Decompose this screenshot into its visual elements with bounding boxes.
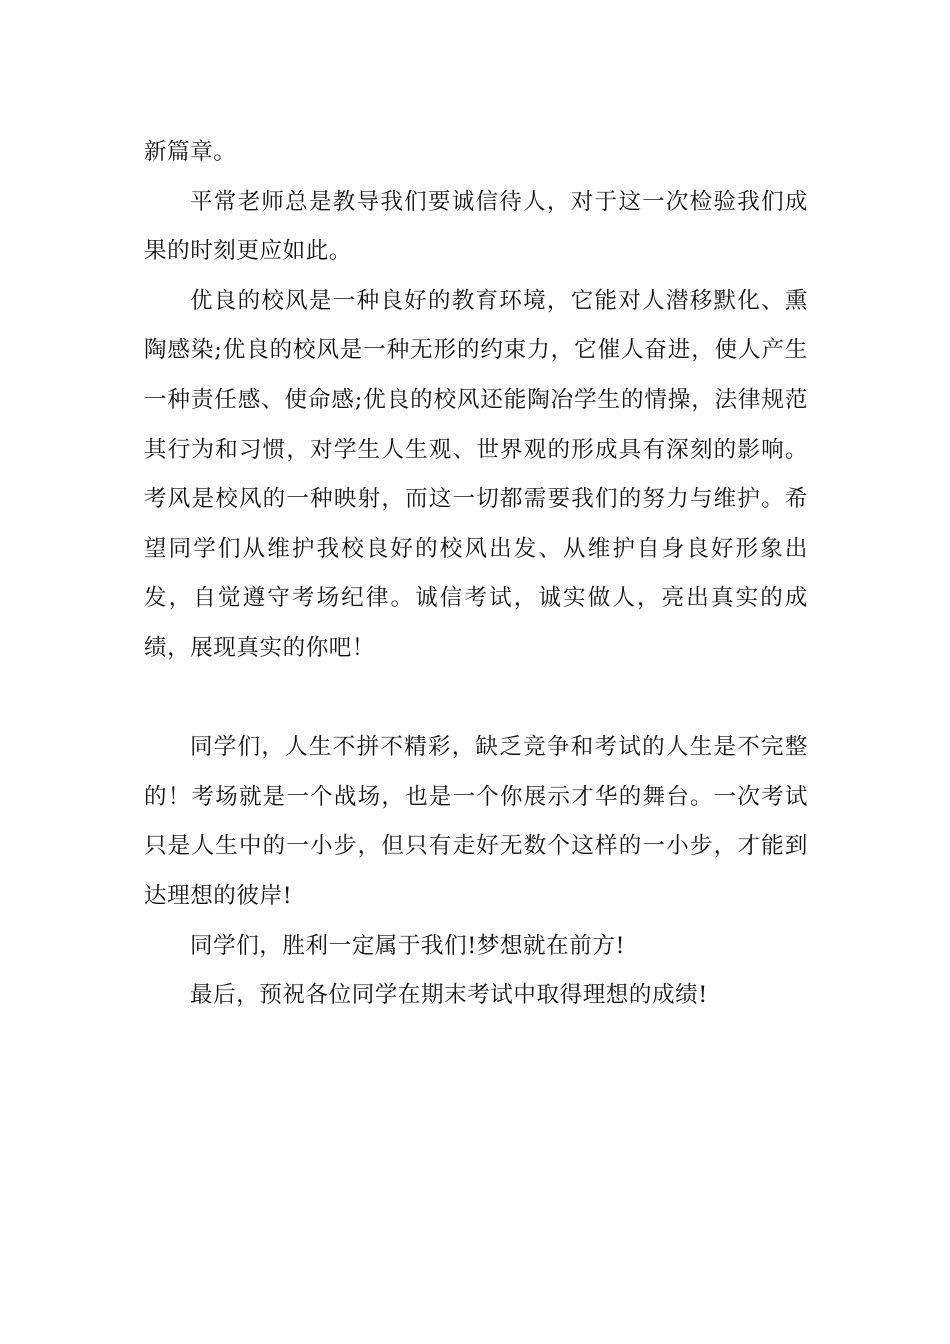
blank-line [144,674,808,724]
paragraph-continuation: 新篇章。 [144,139,237,165]
paragraph-victory: 同学们，胜利一定属于我们!梦想就在前方! [190,932,626,959]
paragraph-honesty: 平常老师总是教导我们要诚信待人，对于这一次检验我们成果的时刻更应如此。 [144,188,808,265]
paragraph-school-spirit: 优良的校风是一种良好的教育环境，它能对人潜移默化、熏陶感染;优良的校风是一种无形的约束力，它催人奋进，使人产生一种责任感、使命感;优良的校风还能陶冶学生的情操，法律规范其行为和习惯，对学生人生观、世界观的形成具有深刻的影响。考风是校风的一种映射，而这一切都需要我们的努力与维护。希望同学们从维护我校良好的校风出发、从维护自身良好形象出发，自觉遵守考场纪律。诚信考试，诚实做人，亮出真实的成绩，展现真实的你吧！ [144,287,808,661]
document-body [144,128,808,1021]
paragraph-exam-stage: 同学们，人生不拼不精彩，缺乏竞争和考试的人生是不完整的！考场就是一个战场，也是一个你展示才华的舞台。一次考试只是人生中的一小步，但只有走好无数个这样的一小步，才能到达理想的彼岸! [144,734,808,909]
paragraph-closing-wish: 最后，预祝各位同学在期末考试中取得理想的成绩! [190,982,708,1009]
